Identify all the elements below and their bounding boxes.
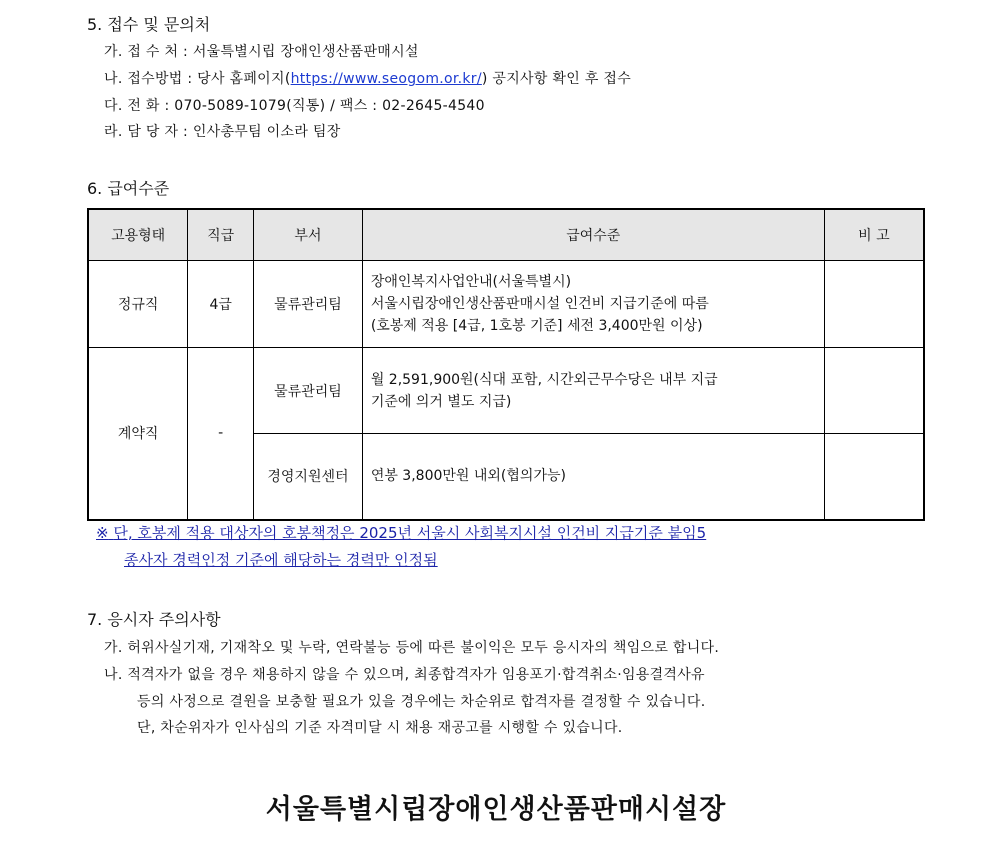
note-mark: ※	[96, 524, 109, 542]
section5-item-method	[104, 68, 631, 88]
cell-employment-type: 정규직	[88, 261, 188, 348]
cell-salary-detail	[362, 434, 824, 520]
salary-line: (호봉제 적용 [4급, 1호봉 기준] 세전 3,400만원 이상)	[370, 318, 703, 334]
salary-line: 장애인복지사업안내(서울특별시)	[370, 274, 572, 290]
section7-line: 가. 허위사실기재, 기재착오 및 누락, 연락불능 등에 따른 불이익은 모두 응시자의 책임으로 합니다.	[104, 640, 720, 656]
cell-salary-detail	[362, 348, 824, 434]
section5-item-phone: 다. 전 화 : 070-5089-1079(직통) / 팩스 : 02-2645-4540	[104, 98, 485, 114]
header-employment-type: 고용형태	[88, 209, 188, 261]
note-text: 단, 호봉제 적용 대상자의 호봉책정은 2025년 서울시 사회복지시설 인건비 지급기준 붙임5	[113, 524, 707, 542]
cell-grade: -	[188, 348, 254, 520]
salary-table	[87, 208, 925, 521]
cell-remarks	[824, 348, 924, 434]
cell-remarks	[824, 261, 924, 348]
cell-employment-type: 계약직	[88, 348, 188, 520]
footer-title: 서울특별시립장애인생산품판매시설장	[265, 794, 727, 825]
section7-heading: 7. 응시자 주의사항	[87, 610, 221, 629]
cell-department: 경영지원센터	[254, 434, 363, 520]
section5-heading: 5. 접수 및 문의처	[87, 15, 211, 34]
salary-line: 기준에 의거 별도 지급)	[370, 393, 512, 410]
method-suffix: ) 공지사항 확인 후 접수	[481, 71, 632, 87]
table-note-line2: 종사자 경력인정 기준에 해당하는 경력만 인정됨	[124, 551, 438, 569]
section7-line: 등의 사정으로 결원을 보충할 필요가 있을 경우에는 차순위로 합격자를 결정할 수 있습니다.	[137, 694, 706, 710]
cell-grade: 4급	[188, 261, 254, 348]
table-note-line1	[96, 522, 706, 543]
cell-salary-detail	[362, 261, 824, 348]
table-header-row	[88, 209, 924, 261]
section7-line: 나. 적격자가 없을 경우 채용하지 않을 수 있으며, 최종합격자가 임용포기·합격취소·임용결격사유	[104, 667, 705, 683]
salary-line: 서울시립장애인생산품판매시설 인건비 지급기준에 따름	[370, 296, 709, 312]
header-department: 부서	[254, 209, 363, 261]
cell-remarks	[824, 434, 924, 520]
section6-heading: 6. 급여수준	[87, 179, 170, 198]
table-row	[88, 348, 924, 434]
header-remarks: 비 고	[824, 209, 924, 261]
header-salary: 급여수준	[362, 209, 824, 261]
cell-department: 물류관리팀	[254, 348, 363, 434]
header-grade: 직급	[188, 209, 254, 261]
homepage-link[interactable]: https://www.seogom.or.kr/	[290, 71, 482, 87]
section7-line: 단, 차순위자가 인사심의 기준 자격미달 시 채용 재공고를 시행할 수 있습니다.	[137, 720, 623, 736]
cell-department: 물류관리팀	[254, 261, 363, 348]
salary-line: 월 2,591,900원(식대 포함, 시간외근무수당은 내부 지급	[370, 371, 718, 388]
table-row	[88, 261, 924, 348]
salary-line: 연봉 3,800만원 내외(협의가능)	[370, 468, 566, 485]
section5-item-contact: 라. 담 당 자 : 인사총무팀 이소라 팀장	[104, 124, 341, 140]
method-label: 나. 접수방법 : 당사 홈페이지(	[104, 71, 291, 87]
section5-item-reception: 가. 접 수 처 : 서울특별시립 장애인생산품판매시설	[104, 44, 419, 60]
